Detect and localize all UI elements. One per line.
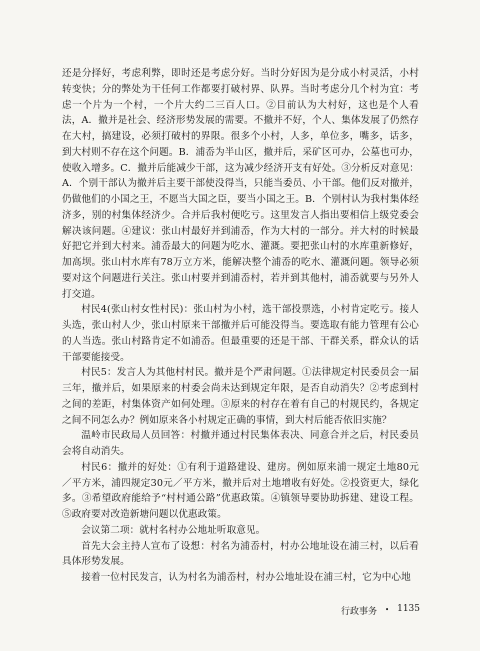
paragraph: 温岭市民政局人员回答：村撤并通过村民集体表决、同意合并之后，村民委员会将自动消失。 (62, 430, 419, 457)
paragraph: 首先大会主持人宣布了设想：村名为浦岙村，村办公地址设在浦三村，以后看具体形势发展。 (62, 540, 419, 568)
paragraph: 村民6：撤并的好处：①有利于道路建设、建房。例如原来浦一规定土地80元／平方米，浦四规定30元／平方米，撤并后对土地增收有好处。②投资更大，绿化多。③希望政府能给予“村村通公路”优惠政策。④镇领导要协助拆建、建设工程。⑤政府要对改造新塘问题以优惠政策。 (62, 461, 419, 520)
footer-separator: • (384, 606, 390, 614)
paragraph: 接着一位村民发言，认为村名为浦岙村，村办公地址设在浦三村，它为中心地 (81, 572, 411, 583)
paragraph: 村民4(张山村女性村民)：张山村为小村，选干部投票选，小村肯定吃亏。接人头选，张山村人少，张山村原来干部撤并后可能没得当。要选取有能力管理有公心的人当选。张山村路肯定不如浦岙。但最重要的还是干部、干群关系，群众认的话干部要能接受。 (62, 304, 419, 363)
paragraph: 会议第二项：就村名村办公地址听取意见。 (81, 524, 266, 536)
paragraph: 村民5：发言人为其他村村民。撤并是个严肃问题。①法律规定村民委员会一届三年，撤并后，如果原来的村委会尚未达到规定年限，是否自动消失？②考虑到村之间的差距，村集体资产如何处理。③原来的村存在着有自己的村规民约，各规定之间不同怎么办？例如原来各小村规定正确的事情，到大村后能否依旧实施？ (62, 367, 419, 426)
page-number: 1135 (397, 604, 420, 614)
paragraph: 还是分择好，考虑利弊，即时还是考虑分好。当时分好因为是分成小村灵活，小村转变快；分的弊处为干任何工作都要打破村界、队界。当时考虑分几个村为宜：考虑一个片为一个村，一个片大约二三百人口。②目前认为大村好，这也是个人看法，A．撤并是社会、经济形势发展的需要。不撤并不好，个人、集体发展了仍然存在大村，搞建设，必须打破村的界限。很多个小村，人多，单位多，嘴多，话多，到大村则不存在这个问题。B．浦岙为半山区，撤并后，采矿区可办，公墓也可办，使收入增多。C．撤并后能减少干部，这为减少经济开支有好处。③分析反对意见：A．个别干部认为撤并后主要干部使没得当，只能当委员、小干部。他们反对撤并，仍做他们的小国之王，不愿当大国之臣，要当小国之王。B．个别村认为我村集体经济多，别的村集体经济少。合并后我村便吃亏。这里发言人指出要相信上级党委会解决该问题。④建议：张山村最好并到浦岙，作为大村的一部分。并大村的时候最好把它并到大村来。浦岙最大的问题为吃水、灌溉。要把张山村的水库重新修好，加高坝。张山村水库有78万立方米，能解决整个浦岙的吃水、灌溉问题。领导必须要对这个问题进行关注。张山村要并到浦岙村，若并到其他村，浦岙就要与另外人打交道。 (62, 68, 419, 300)
body-text (62, 66, 419, 586)
footer-section-title: 行政事务 (340, 607, 377, 617)
page-footer (310, 604, 420, 617)
